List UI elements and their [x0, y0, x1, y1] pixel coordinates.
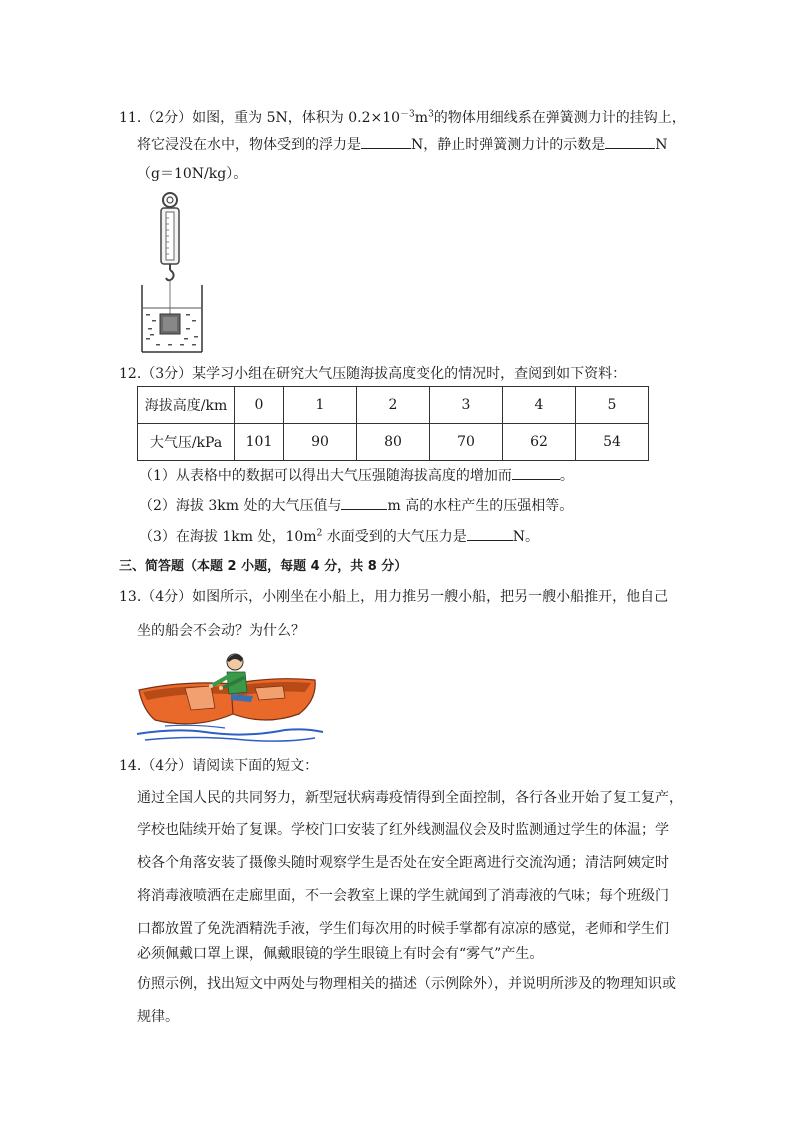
table-cell: 80 — [357, 424, 430, 461]
table-cell: 90 — [284, 424, 357, 461]
q11-unit-exponent: 3 — [428, 109, 434, 120]
q11-text-cont: 的物体用细线系在弹簧测力计的挂钩上， — [433, 110, 686, 126]
q11-line-2 — [137, 134, 668, 155]
q11-line-1 — [119, 108, 686, 128]
q12-intro: 12.（3分）某学习小组在研究大气压随海拔高度变化的情况时，查阅到如下资料： — [119, 366, 627, 382]
q11-exponent: －3 — [400, 109, 415, 120]
q12-sub-2 — [139, 495, 573, 516]
altitude-pressure-table — [137, 386, 649, 461]
q12-sub3-text-b: 水面受到的大气压力是 — [322, 529, 467, 545]
q14-paragraph-line: 校各个角落安装了摄像头随时观察学生是否处在安全距离进行交流沟通；清洁阿姨定时 — [137, 855, 669, 871]
q12-sub2-text: （2）海拔 3km 处的大气压值与 — [139, 498, 342, 514]
spring-scale-figure — [138, 190, 208, 355]
answer-blank[interactable] — [341, 495, 387, 510]
table-cell: 4 — [503, 387, 576, 424]
table-row — [138, 424, 649, 461]
q12-sub3-exponent: 2 — [316, 528, 323, 539]
q14-line-1: 14.（4分）请阅读下面的短文： — [119, 758, 319, 774]
table-cell: 70 — [430, 424, 503, 461]
answer-blank[interactable] — [512, 465, 560, 480]
q14-paragraph-line: 学校也陆续开始了复课。学校门口安装了红外线测温仪会及时监测通过学生的体温；学 — [137, 822, 669, 838]
q14-paragraph-line: 口都放置了免洗酒精洗手液，学生们每次用的时候手掌都有凉凉的感觉，老师和学生们 — [137, 921, 669, 937]
boats-figure — [135, 650, 325, 745]
q12-sub1-text: （1）从表格中的数据可以得出大气压强随海拔高度的增加而 — [139, 468, 512, 484]
q13-line-2: 坐的船会不会动？为什么？ — [137, 623, 305, 639]
q14-paragraph-line: 通过全国人民的共同努力，新型冠状病毒疫情得到全面控制，各行各业开始了复工复产， — [137, 790, 683, 806]
q14-instruction-line: 规律。 — [137, 1009, 179, 1025]
q11-unit: m — [414, 110, 429, 126]
q11-line-3: （g＝10N/kg）。 — [137, 166, 248, 182]
q14-paragraph-line: 必须佩戴口罩上课，佩戴眼镜的学生眼镜上有时会有“雾气”产生。 — [137, 946, 544, 962]
table-header-pressure: 大气压/kPa — [138, 424, 235, 461]
q14-instruction-line: 仿照示例，找出短文中两处与物理相关的描述（示例除外），并说明所涉及的物理知识或 — [137, 976, 676, 992]
table-cell: 54 — [576, 424, 649, 461]
table-cell: 1 — [284, 387, 357, 424]
answer-blank[interactable] — [361, 134, 411, 149]
table-cell: 0 — [235, 387, 284, 424]
q12-sub3-text: （3）在海拔 1km 处，10m — [139, 529, 317, 545]
q11-text-2b: N，静止时弹簧测力计的示数是 — [411, 137, 606, 153]
table-cell: 3 — [430, 387, 503, 424]
answer-blank[interactable] — [467, 526, 513, 541]
table-cell: 101 — [235, 424, 284, 461]
q12-sub-1 — [139, 465, 574, 486]
q11-text-2c: N — [655, 137, 668, 153]
q14-paragraph-line: 将消毒液喷洒在走廊里面，不一会教室上课的学生就闻到了消毒液的气味；每个班级门 — [137, 888, 669, 904]
q12-sub3-end: N。 — [512, 529, 540, 545]
q12-sub-3 — [139, 526, 539, 547]
table-header-altitude: 海拔高度/km — [138, 387, 235, 424]
table-row — [138, 387, 649, 424]
q12-sub2-end: m 高的水柱产生的压强相等。 — [387, 498, 574, 514]
table-cell: 62 — [503, 424, 576, 461]
answer-blank[interactable] — [605, 134, 655, 149]
section-heading: 三、简答题（本题 2 小题，每题 4 分，共 8 分） — [119, 559, 408, 574]
q11-text: 11.（2分）如图，重为 5N，体积为 0.2×10 — [119, 110, 401, 126]
q11-text-2a: 将它浸没在水中，物体受到的浮力是 — [137, 137, 361, 153]
q12-sub1-end: 。 — [559, 468, 574, 484]
q13-line-1: 13.（4分）如图所示，小刚坐在小船上，用力推另一艘小船，把另一艘小船推开，他自己 — [119, 589, 669, 605]
table-cell: 5 — [576, 387, 649, 424]
table-cell: 2 — [357, 387, 430, 424]
